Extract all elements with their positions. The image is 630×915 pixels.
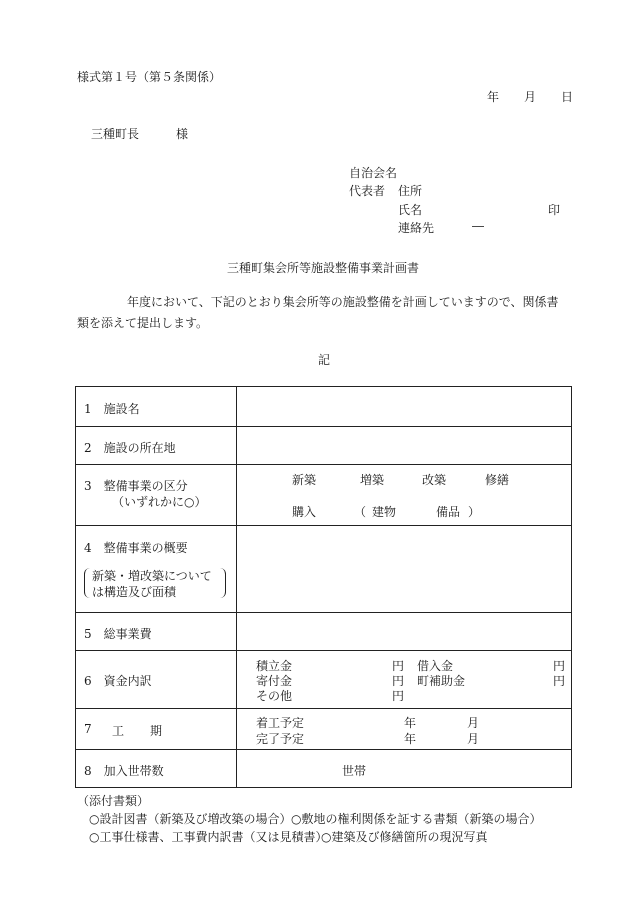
project-type-label: 3 整備事業の区分: [84, 479, 188, 493]
funding-other: その他: [256, 689, 293, 703]
attachment-item-2: ○敷地の権利関係を証する書類（新築の場合）: [291, 812, 542, 826]
period-start-month: 月: [467, 716, 480, 730]
body-line-2: 類を添えて提出します。: [77, 316, 209, 330]
addressee-suffix: 様: [176, 127, 189, 141]
funding-loan: 借入金: [417, 659, 454, 673]
period-label-number: 7: [84, 722, 92, 736]
application-table: [75, 386, 572, 788]
rep-label: 代表者: [349, 184, 386, 198]
date-day-label: 日: [561, 90, 574, 104]
table-row-households: [76, 750, 571, 787]
yen-unit-2: 円: [392, 674, 405, 688]
funding-subsidy: 町補助金: [417, 674, 466, 688]
table-row-location: [76, 427, 571, 465]
yen-unit-1: 円: [392, 659, 405, 673]
body-line-1: 年度において、下記のとおり集会所等の施設整備を計画していますので、関係書: [127, 295, 559, 309]
contact-label: 連絡先: [398, 221, 435, 235]
paren-close: ）: [468, 505, 481, 519]
facility-name-label: 1 施設名: [84, 402, 140, 416]
address-label: 住所: [398, 184, 423, 198]
attachments-heading: （添付書類）: [77, 794, 150, 808]
yen-unit-4: 円: [553, 659, 566, 673]
summary-note-line-2: は構造及び面積: [92, 585, 177, 599]
table-row-project-type: [76, 465, 571, 526]
contact-dash: ―: [472, 219, 484, 233]
table-row-total-cost: [76, 613, 571, 651]
date-year-label: 年: [487, 90, 500, 104]
table-row-facility-name: [76, 387, 571, 427]
period-finish-year: 年: [404, 732, 417, 746]
document-title: 三種町集会所等施設整備事業計画書: [227, 261, 420, 275]
attachment-item-3: ○工事仕様書、工事費内訳書（又は見積書）: [89, 830, 328, 844]
location-label: 2 施設の所在地: [84, 441, 176, 455]
period-label-b: 期: [150, 724, 163, 738]
table-row-summary: [76, 526, 571, 613]
option-repair: 修繕: [485, 473, 510, 487]
attachment-item-4: ○建築及び修繕箇所の現況写真: [321, 830, 488, 844]
households-label: 8 加入世帯数: [84, 764, 164, 778]
period-start-year: 年: [404, 716, 417, 730]
total-cost-label: 5 総事業費: [84, 627, 152, 641]
option-new: 新築: [292, 473, 317, 487]
paren-open: （: [354, 505, 367, 519]
option-building: 建物: [372, 505, 397, 519]
option-rebuild: 改築: [422, 473, 447, 487]
summary-note-line-1: 新築・増改築について: [92, 569, 212, 583]
period-finish-month: 月: [467, 732, 480, 746]
period-start-label: 着工予定: [256, 716, 305, 730]
table-row-period: [76, 709, 571, 750]
ki-label: 記: [318, 353, 331, 367]
funding-reserve: 積立金: [256, 659, 293, 673]
households-unit: 世帯: [342, 764, 367, 778]
yen-unit-3: 円: [392, 689, 405, 703]
option-addition: 増築: [360, 473, 385, 487]
summary-label: 4 整備事業の概要: [84, 541, 188, 555]
org-label: 自治会名: [349, 166, 398, 180]
seal-label: 印: [548, 203, 561, 217]
form-number: 様式第１号（第５条関係）: [77, 70, 222, 84]
date-month-label: 月: [524, 90, 537, 104]
funding-label: 6 資金内訳: [84, 674, 152, 688]
name-label: 氏名: [398, 203, 423, 217]
addressee: 三種町長: [91, 127, 140, 141]
yen-unit-5: 円: [553, 674, 566, 688]
project-type-sub: （いずれかに○）: [112, 495, 207, 509]
table-row-funding: [76, 651, 571, 709]
attachment-item-1: ○設計図書（新築及び増改築の場合）: [89, 812, 292, 826]
period-label-a: 工: [112, 724, 125, 738]
period-finish-label: 完了予定: [256, 732, 305, 746]
funding-donation: 寄付金: [256, 674, 293, 688]
option-equipment: 備品: [436, 505, 461, 519]
option-purchase: 購入: [292, 505, 317, 519]
